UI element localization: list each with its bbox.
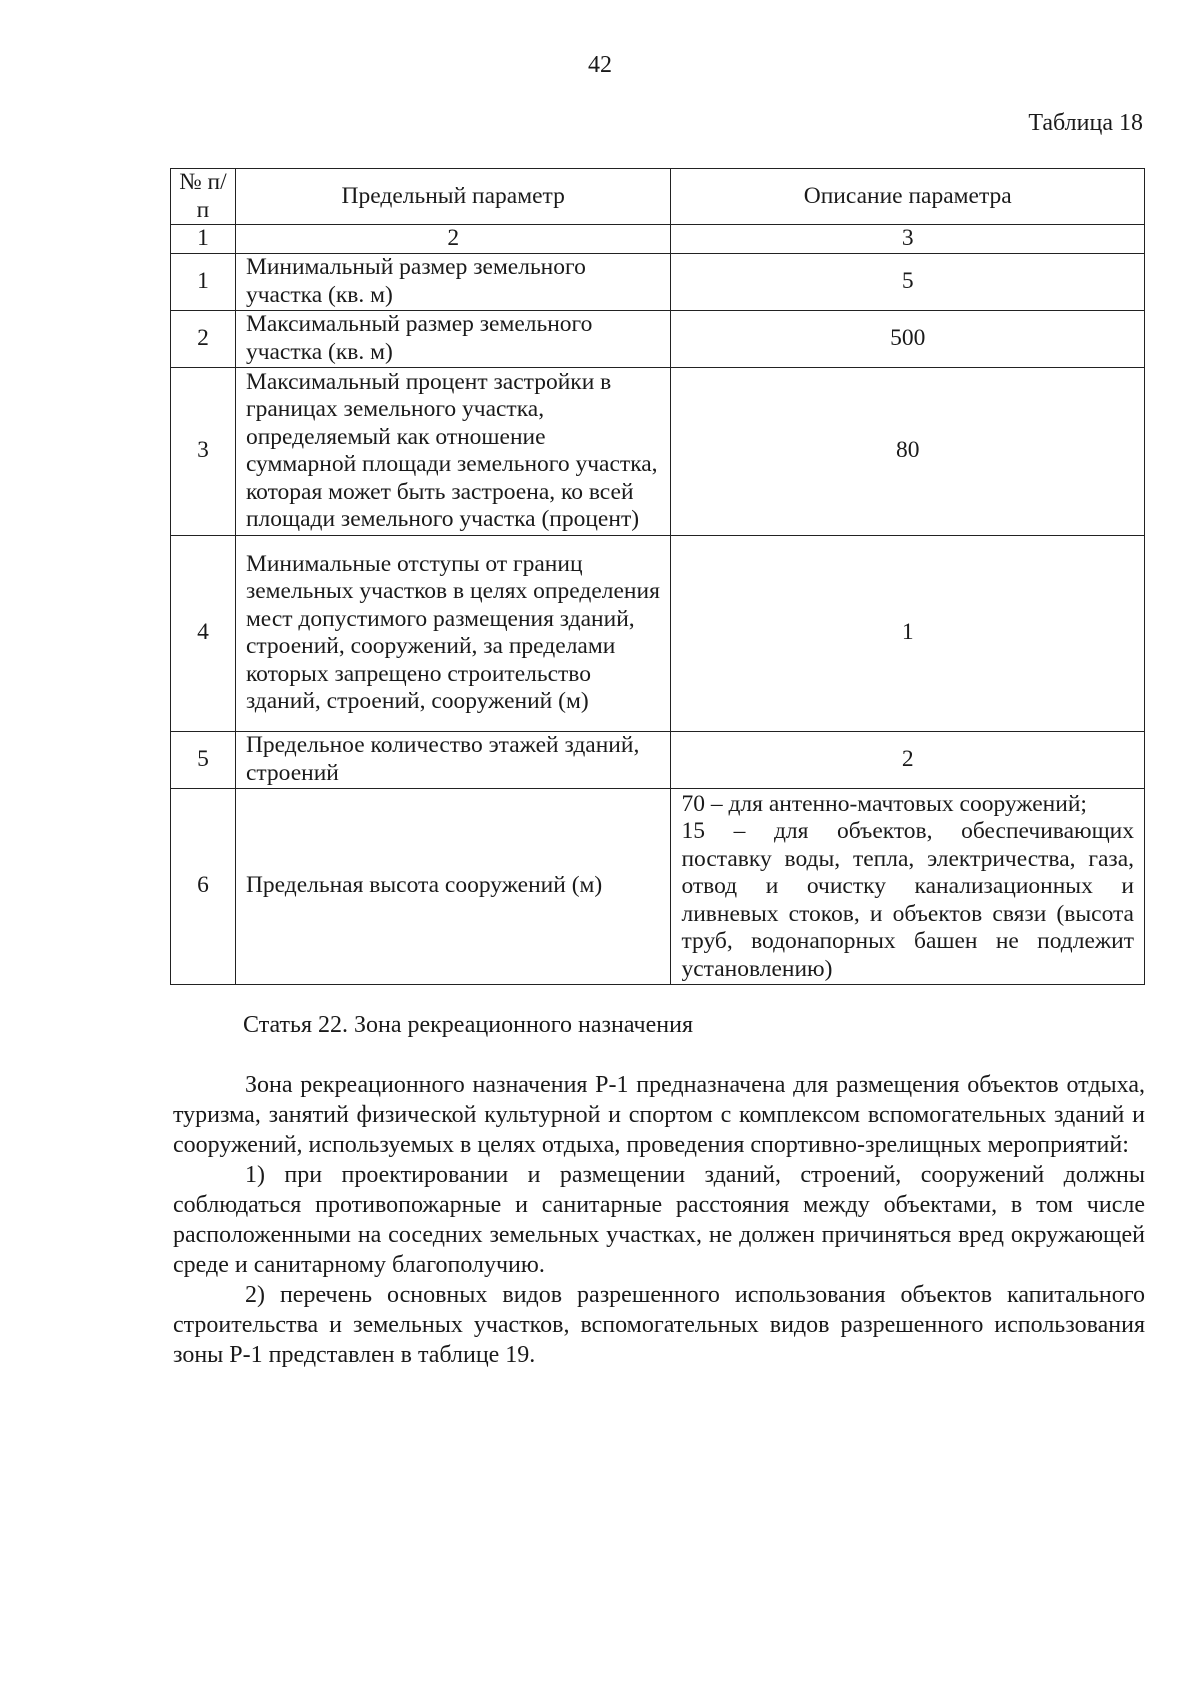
row-description: 500 bbox=[671, 310, 1145, 367]
table-row bbox=[171, 535, 1145, 731]
row-number: 3 bbox=[171, 367, 236, 535]
row-number: 6 bbox=[171, 788, 236, 984]
index-cell: 3 bbox=[671, 225, 1145, 254]
row-parameter: Максимальный размер земельного участка (кв. м) bbox=[235, 310, 671, 367]
row-description bbox=[671, 788, 1145, 984]
parameters-table bbox=[170, 168, 1145, 985]
header-number: № п/п bbox=[171, 169, 236, 225]
index-cell: 1 bbox=[171, 225, 236, 254]
index-cell: 2 bbox=[235, 225, 671, 254]
header-parameter: Предельный параметр bbox=[235, 169, 671, 225]
table-row bbox=[171, 731, 1145, 788]
description-line: 15 – для объектов, обеспечивающих поставку воды, тепла, электричества, газа, отвод и очистку канализационных и ливневых стоков, и объектов связи (высота труб, водонапорных башен не подлежит установлению) bbox=[681, 818, 1134, 982]
row-description: 2 bbox=[671, 731, 1145, 788]
row-parameter: Предельная высота сооружений (м) bbox=[235, 788, 671, 984]
row-description: 1 bbox=[671, 535, 1145, 731]
page-number: 42 bbox=[588, 52, 612, 78]
table-row bbox=[171, 788, 1145, 984]
row-number: 5 bbox=[171, 731, 236, 788]
row-description: 5 bbox=[671, 253, 1145, 310]
row-description: 80 bbox=[671, 367, 1145, 535]
table-row bbox=[171, 310, 1145, 367]
row-number: 2 bbox=[171, 310, 236, 367]
row-number: 4 bbox=[171, 535, 236, 731]
table-index-row bbox=[171, 225, 1145, 254]
article-body bbox=[173, 1070, 1145, 1370]
article-heading: Статья 22. Зона рекреационного назначения bbox=[243, 1012, 693, 1038]
table-header-row bbox=[171, 169, 1145, 225]
header-description: Описание параметра bbox=[671, 169, 1145, 225]
table-row bbox=[171, 367, 1145, 535]
table-row bbox=[171, 253, 1145, 310]
table-caption: Таблица 18 bbox=[1028, 110, 1143, 136]
description-line: 70 – для антенно-мачтовых сооружений; bbox=[681, 790, 1087, 817]
paragraph: Зона рекреационного назначения Р-1 предназначена для размещения объектов отдыха, туризма, занятий физической культурной и спортом с комплексом вспомогательных зданий и сооружений, используемых в целях отдыха, проведения спортивно-зрелищных мероприятий: bbox=[173, 1072, 1145, 1158]
row-parameter: Максимальный процент застройки в границах земельного участка, определяемый как отношение суммарной площади земельного участка, которая может быть застроена, ко всей площади земельного участка (процент) bbox=[235, 367, 671, 535]
row-parameter: Предельное количество этажей зданий, строений bbox=[235, 731, 671, 788]
row-number: 1 bbox=[171, 253, 236, 310]
paragraph: 1) при проектировании и размещении зданий, строений, сооружений должны соблюдаться противопожарные и санитарные расстояния между объектами, в том числе расположенными на соседних земельных участках, не должен причиняться вред окружающей среде и санитарному благополучию. bbox=[173, 1162, 1145, 1278]
row-parameter: Минимальные отступы от границ земельных участков в целях определения мест допустимого размещения зданий, строений, сооружений, за пределами которых запрещено строительство зданий, строений, сооружений (м) bbox=[235, 535, 671, 731]
paragraph: 2) перечень основных видов разрешенного использования объектов капитального строительства и земельных участков, вспомогательных видов разрешенного использования зоны Р-1 представлен в таблице 19. bbox=[173, 1282, 1145, 1368]
row-parameter: Минимальный размер земельного участка (кв. м) bbox=[235, 253, 671, 310]
